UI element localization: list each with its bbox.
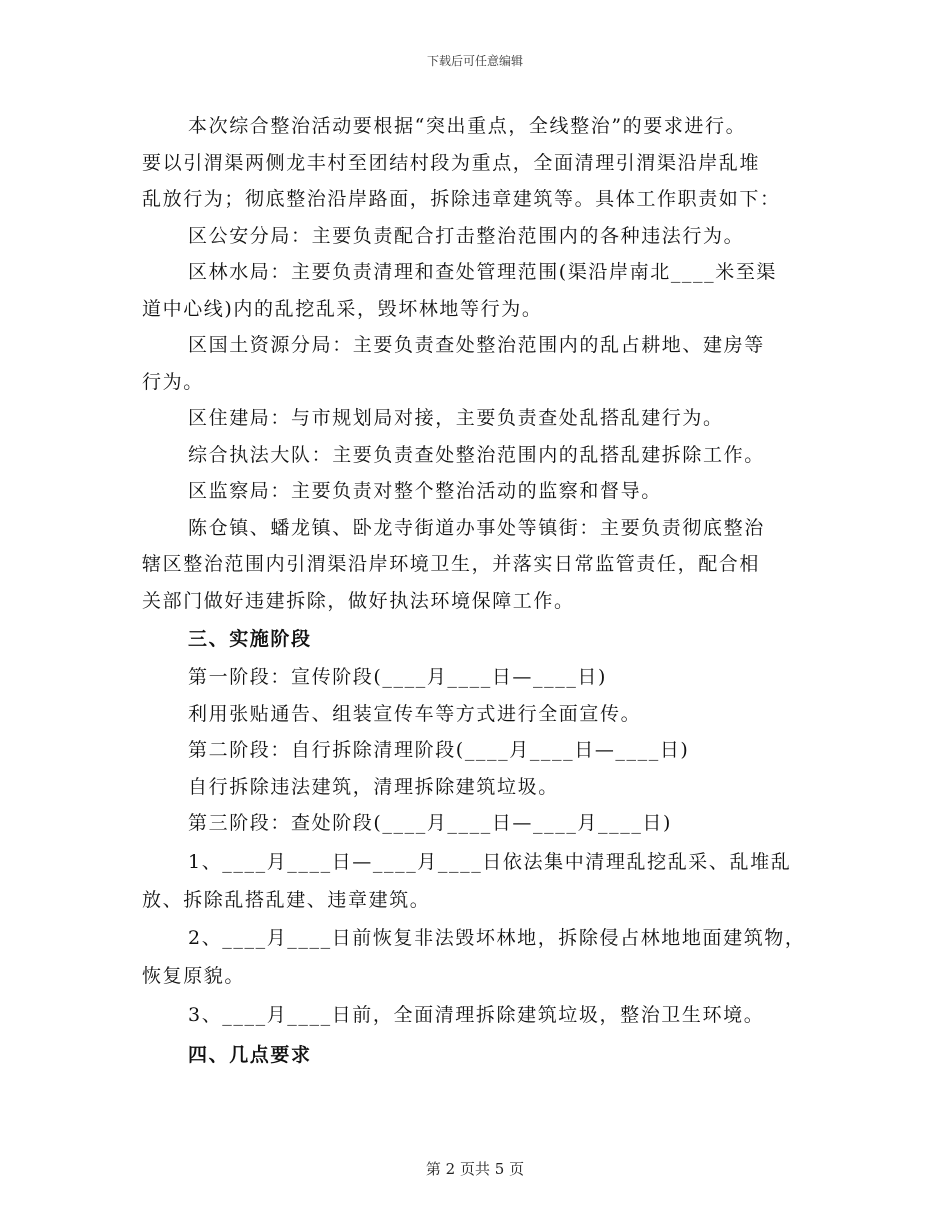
paragraph-line: 第三阶段：查处阶段(____月____日—____月____日): [188, 812, 673, 834]
paragraph-line: 利用张贴通告、组装宣传车等方式进行全面宣传。: [188, 702, 642, 725]
paragraph-line: 放、拆除乱搭乱建、违章建筑。: [142, 888, 431, 911]
paragraph-line: 区林水局：主要负责清理和查处管理范围(渠沿岸南北____米至渠: [188, 261, 778, 283]
paragraph-line: 自行拆除违法建筑，清理拆除建筑垃圾。: [188, 775, 559, 798]
document-body: [142, 108, 814, 1075]
paragraph-line: 综合执法大队：主要负责查处整治范围内的乱搭乱建拆除工作。: [188, 443, 765, 466]
paragraph-line: 区公安分局：主要负责配合打击整治范围内的各种违法行为。: [188, 224, 745, 247]
page-footer: 第 2 页共 5 页: [425, 1160, 525, 1178]
paragraph-line: 区监察局：主要负责对整个整治活动的监察和督导。: [188, 480, 662, 502]
page-header: 下载后可任意编辑: [426, 54, 523, 68]
paragraph-line: 乱放行为；彻底整治沿岸路面，拆除违章建筑等。具体工作职责如下：: [142, 188, 781, 210]
paragraph-line: 2、____月____日前恢复非法毁坏林地，拆除侵占林地地面建筑物，: [188, 927, 806, 949]
paragraph-line: 本次综合整治活动要根据“突出重点，全线整治”的要求进行。: [188, 115, 747, 137]
paragraph-line: 行为。: [142, 370, 204, 393]
paragraph-line: 要以引渭渠两侧龙丰村至团结村段为重点，全面清理引渭渠沿岸乱堆: [142, 151, 761, 174]
paragraph-line: 第一阶段：宣传阶段(____月____日—____日): [188, 666, 608, 688]
paragraph-line: 陈仓镇、蟠龙镇、卧龙寺街道办事处等镇街：主要负责彻底整治: [188, 516, 765, 539]
paragraph-line: 辖区整治范围内引渭渠沿岸环境卫生，并落实日常监管责任，配合相: [142, 553, 761, 575]
paragraph-line: 1、____月____日—____月____日依法集中清理乱挖乱采、乱堆乱: [188, 850, 792, 873]
paragraph-line: 区国土资源分局：主要负责查处整治范围内的乱占耕地、建房等: [188, 334, 765, 356]
paragraph-line: 区住建局：与市规划局对接，主要负责查处乱搭乱建行为。: [188, 407, 724, 429]
paragraph-line: 恢复原貌。: [142, 965, 246, 987]
section-heading: 三、实施阶段: [188, 628, 312, 650]
paragraph-line: 道中心线)内的乱挖乱采，毁坏林地等行为。: [142, 297, 543, 320]
paragraph-line: 3、____月____日前，全面清理拆除建筑垃圾，整治卫生环境。: [188, 1003, 765, 1026]
section-heading: 四、几点要求: [188, 1043, 312, 1066]
paragraph-line: 关部门做好违建拆除，做好执法环境保障工作。: [142, 589, 575, 612]
paragraph-line: 第二阶段：自行拆除清理阶段(____月____日—____日): [188, 739, 690, 761]
